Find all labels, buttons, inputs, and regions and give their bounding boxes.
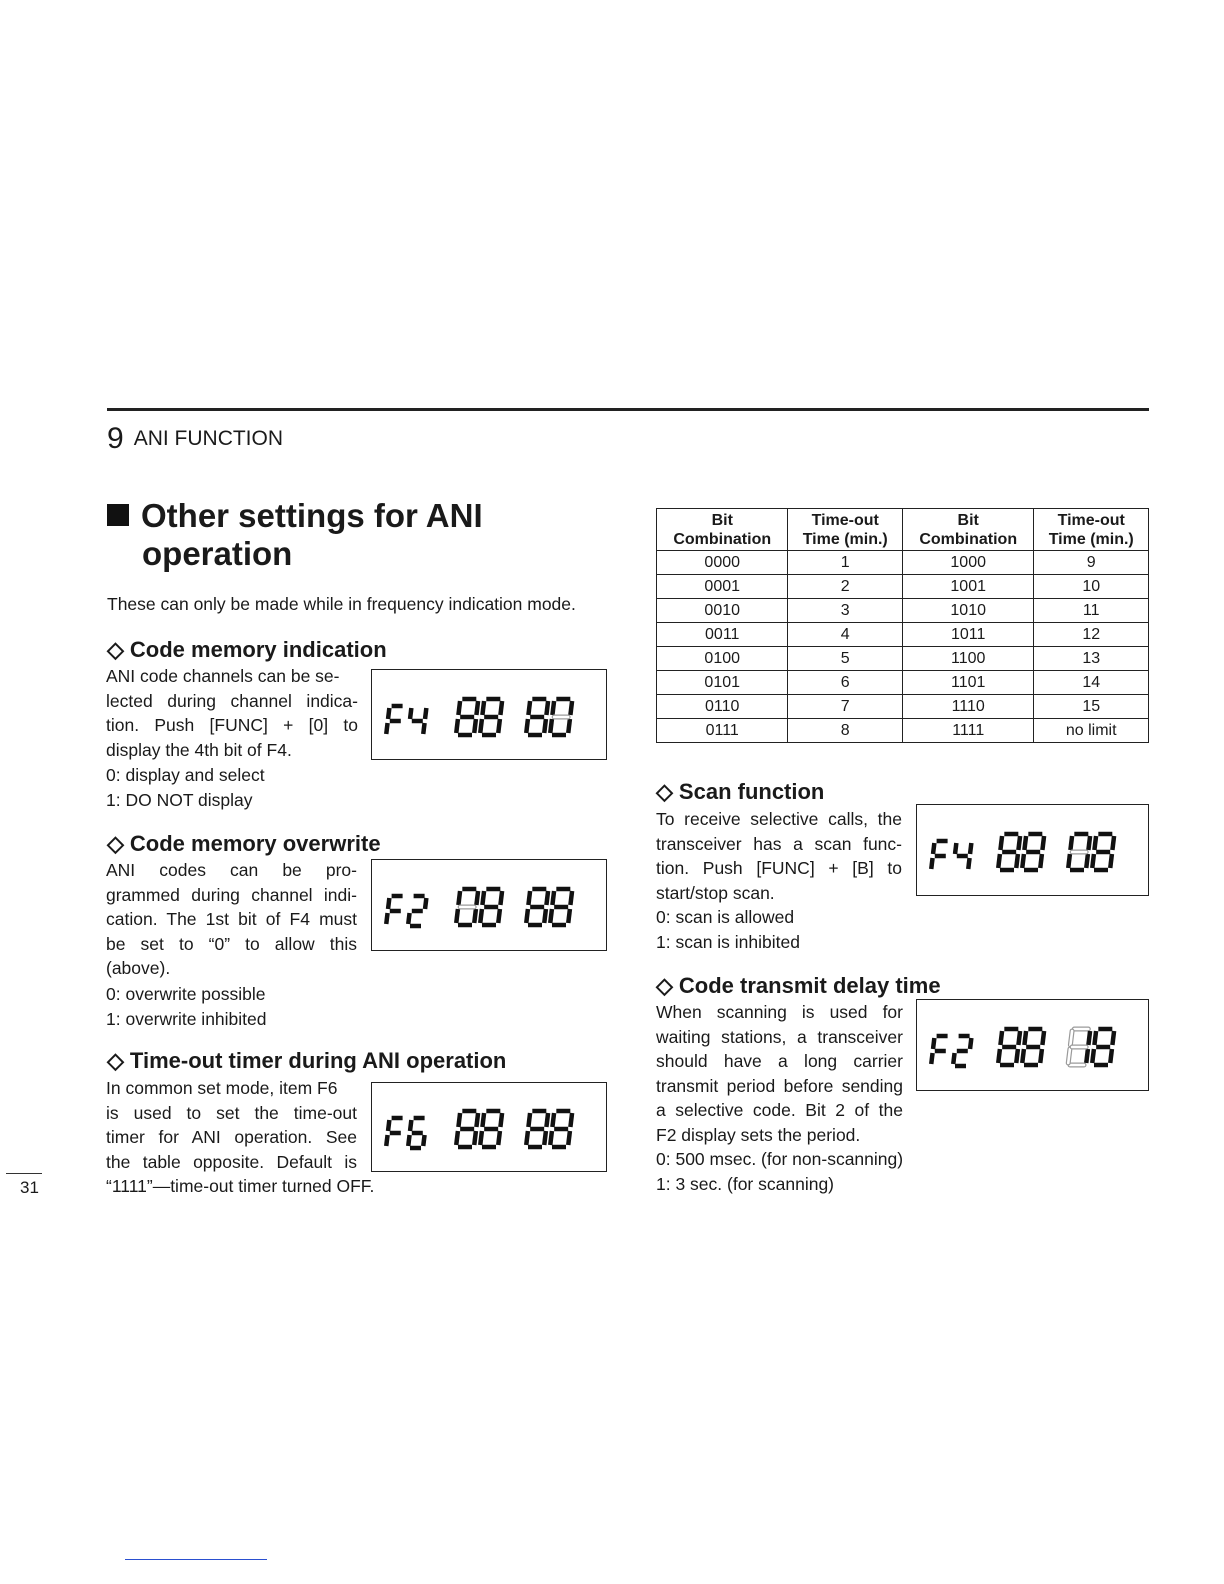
table-cell: 1000	[902, 551, 1033, 575]
table-cell: 14	[1034, 671, 1149, 695]
table-cell: 1001	[902, 575, 1033, 599]
text-line: transceiver has a scan func-	[656, 833, 902, 854]
table-cell: 1110	[902, 695, 1033, 719]
text-line: start/stop scan.	[656, 882, 775, 903]
lcd-digit	[1092, 1029, 1114, 1065]
code-transmit-delay-text	[656, 1000, 903, 1147]
scan-function-options	[656, 905, 800, 954]
table-cell: 1111	[902, 719, 1033, 743]
column-header	[788, 509, 903, 551]
lcd-digit	[456, 889, 478, 925]
lcd-digit	[526, 889, 548, 925]
column-header-line: Combination	[673, 530, 772, 548]
table-cell: 0110	[657, 695, 788, 719]
text-line: waiting stations, a transceiver	[656, 1026, 903, 1047]
table-cell: 4	[788, 623, 903, 647]
timeout-table	[656, 508, 1149, 743]
lcd-digit	[1022, 834, 1044, 870]
table-cell: 1101	[902, 671, 1033, 695]
text-line: is used to set the time-out	[106, 1102, 357, 1123]
lcd-digit	[386, 706, 402, 734]
table-cell: 0100	[657, 647, 788, 671]
table-cell: 0000	[657, 551, 788, 575]
option-1: 1: overwrite inhibited	[106, 1008, 267, 1029]
lcd-digit	[953, 1036, 971, 1066]
lcd-digit	[456, 699, 478, 735]
table-row	[657, 719, 1149, 743]
section-title	[107, 497, 483, 573]
table-row	[657, 647, 1149, 671]
text-line: “1111”—time-out timer turned OFF.	[106, 1176, 375, 1196]
table-row	[657, 695, 1149, 719]
option-0: 0: 500 msec. (for non-scanning)	[656, 1149, 904, 1169]
text-line: grammed during channel indi-	[106, 884, 357, 905]
table-cell: 0111	[657, 719, 788, 743]
lcd-digit	[410, 708, 426, 734]
lcd-digit	[955, 843, 971, 869]
lcd-digit	[550, 889, 572, 925]
table-cell: 7	[788, 695, 903, 719]
table-cell: 13	[1034, 647, 1149, 671]
column-header-line: Time-out	[811, 511, 879, 529]
column-header	[902, 509, 1033, 551]
lcd-display	[371, 669, 607, 760]
table-cell: 8	[788, 719, 903, 743]
diamond-icon: ◇	[656, 973, 673, 998]
code-memory-overwrite-text	[106, 858, 357, 981]
text-line: should have a long carrier	[656, 1051, 903, 1071]
column-header	[1034, 509, 1149, 551]
lcd-digit	[931, 841, 947, 869]
column-header-line: Time-out	[1057, 511, 1125, 529]
lcd-digit	[550, 1111, 572, 1147]
text-line: ANI codes can be pro-	[106, 860, 357, 880]
lcd-digit	[480, 699, 502, 735]
lcd-graphic	[917, 805, 1148, 895]
column-header-line: Bit	[711, 511, 733, 529]
heading-timeout-timer: ◇ Time-out timer during ANI operation	[107, 1048, 507, 1073]
heading-code-memory-overwrite: ◇ Code memory overwrite	[107, 831, 381, 856]
option-1: 1: scan is inhibited	[656, 931, 800, 952]
table-row	[657, 671, 1149, 695]
section-title-line2: operation	[142, 535, 293, 572]
table-row	[657, 623, 1149, 647]
table-cell: 0001	[657, 575, 788, 599]
page-number: 31	[20, 1178, 39, 1197]
header-rule	[107, 408, 1149, 411]
lcd-digit	[1092, 834, 1114, 870]
table-cell: 1011	[902, 623, 1033, 647]
lcd-digit	[1068, 834, 1090, 870]
option-0: 0: display and select	[106, 765, 265, 785]
diamond-icon: ◇	[107, 637, 124, 662]
footer-link-line	[125, 1559, 267, 1560]
table-row	[657, 575, 1149, 599]
heading-code-memory-indication: ◇ Code memory indication	[107, 637, 387, 662]
text-line: (above).	[106, 958, 171, 978]
heading-code-transmit-delay: ◇ Code transmit delay time	[656, 973, 941, 998]
text-line: In common set mode, item F6	[106, 1078, 338, 1098]
section-title-line1: Other settings for ANI	[141, 497, 483, 534]
text-line: transmit period before sending	[656, 1075, 903, 1096]
text-line: F2 display sets the period.	[656, 1124, 861, 1145]
table-cell: 6	[788, 671, 903, 695]
column-header-line: Combination	[919, 530, 1018, 548]
section-intro: These can only be made while in frequency indication mode.	[107, 594, 576, 614]
scan-function-text	[656, 807, 902, 905]
lcd-digit	[456, 1111, 478, 1147]
lcd-digit	[931, 1036, 947, 1064]
table-cell: 3	[788, 599, 903, 623]
text-line: display the 4th bit of F4.	[106, 739, 292, 760]
lcd-digit	[550, 699, 572, 735]
column-header	[657, 509, 788, 551]
text-line: lected during channel indica-	[106, 690, 358, 711]
option-1: 1: 3 sec. (for scanning)	[656, 1173, 834, 1194]
table-cell: 15	[1034, 695, 1149, 719]
code-memory-indication-text	[106, 664, 358, 762]
black-square-icon	[107, 504, 129, 526]
lcd-digit	[998, 834, 1020, 870]
lcd-graphic	[917, 1000, 1148, 1090]
lcd-graphic	[372, 670, 606, 759]
lcd-display	[916, 804, 1149, 896]
table-cell: 9	[1034, 551, 1149, 575]
lcd-digit	[408, 1118, 424, 1148]
timeout-timer-text	[106, 1076, 375, 1199]
text-line: To receive selective calls, the	[656, 809, 902, 829]
column-header-line: Time (min.)	[802, 530, 888, 548]
table-cell: 1	[788, 551, 903, 575]
lcd-graphic	[372, 1083, 606, 1171]
diamond-icon: ◇	[107, 831, 124, 856]
table-body	[657, 551, 1149, 743]
text-line: When scanning is used for	[656, 1002, 903, 1022]
table-row	[657, 599, 1149, 623]
lcd-digit	[998, 1029, 1020, 1065]
table-row	[657, 551, 1149, 575]
code-memory-indication-options	[106, 763, 265, 812]
lcd-digit	[526, 1111, 548, 1147]
lcd-digit	[408, 896, 426, 926]
heading-scan-function: ◇ Scan function	[656, 779, 825, 804]
column-header-line: Time (min.)	[1048, 530, 1134, 548]
table-cell: 2	[788, 575, 903, 599]
lcd-digit	[386, 896, 402, 924]
code-memory-overwrite-options	[106, 982, 267, 1031]
diamond-icon: ◇	[656, 779, 673, 804]
text-line: tion. Push [FUNC] + [B] to	[656, 858, 902, 878]
table-cell: 0010	[657, 599, 788, 623]
table-cell: 12	[1034, 623, 1149, 647]
chapter-header	[107, 422, 283, 456]
text-line: cation. The 1st bit of F4 must	[106, 909, 357, 929]
page-number-rule	[6, 1173, 42, 1174]
lcd-digit	[386, 1118, 402, 1146]
lcd-graphic	[372, 860, 606, 950]
text-line: a selective code. Bit 2 of the	[656, 1100, 903, 1120]
lcd-display	[371, 859, 607, 951]
table-header-row	[657, 509, 1149, 551]
lcd-display	[916, 999, 1149, 1091]
code-transmit-delay-options	[656, 1147, 903, 1196]
chapter-title: ANI FUNCTION	[133, 427, 284, 450]
lcd-digit	[526, 699, 548, 735]
text-line: tion. Push [FUNC] + [0] to	[106, 715, 358, 735]
diamond-icon: ◇	[107, 1048, 124, 1073]
lcd-digit	[1022, 1029, 1044, 1065]
lcd-digit	[1068, 1029, 1090, 1065]
table-cell: 1010	[902, 599, 1033, 623]
text-line: be set to “0” to allow this	[106, 933, 357, 954]
lcd-digit	[480, 889, 502, 925]
table-cell: 0011	[657, 623, 788, 647]
lcd-display	[371, 1082, 607, 1172]
text-line: the table opposite. Default is	[106, 1151, 357, 1172]
table-cell: 10	[1034, 575, 1149, 599]
column-header-line: Bit	[957, 511, 979, 529]
option-0: 0: overwrite possible	[106, 984, 266, 1004]
text-line: ANI code channels can be se-	[106, 666, 340, 686]
table-cell: 0101	[657, 671, 788, 695]
table-cell: 5	[788, 647, 903, 671]
chapter-number: 9	[107, 422, 124, 455]
lcd-digit	[480, 1111, 502, 1147]
option-0: 0: scan is allowed	[656, 907, 795, 927]
option-1: 1: DO NOT display	[106, 789, 253, 810]
table-cell: no limit	[1034, 719, 1149, 743]
table-cell: 11	[1034, 599, 1149, 623]
text-line: timer for ANI operation. See	[106, 1127, 357, 1147]
table-cell: 1100	[902, 647, 1033, 671]
